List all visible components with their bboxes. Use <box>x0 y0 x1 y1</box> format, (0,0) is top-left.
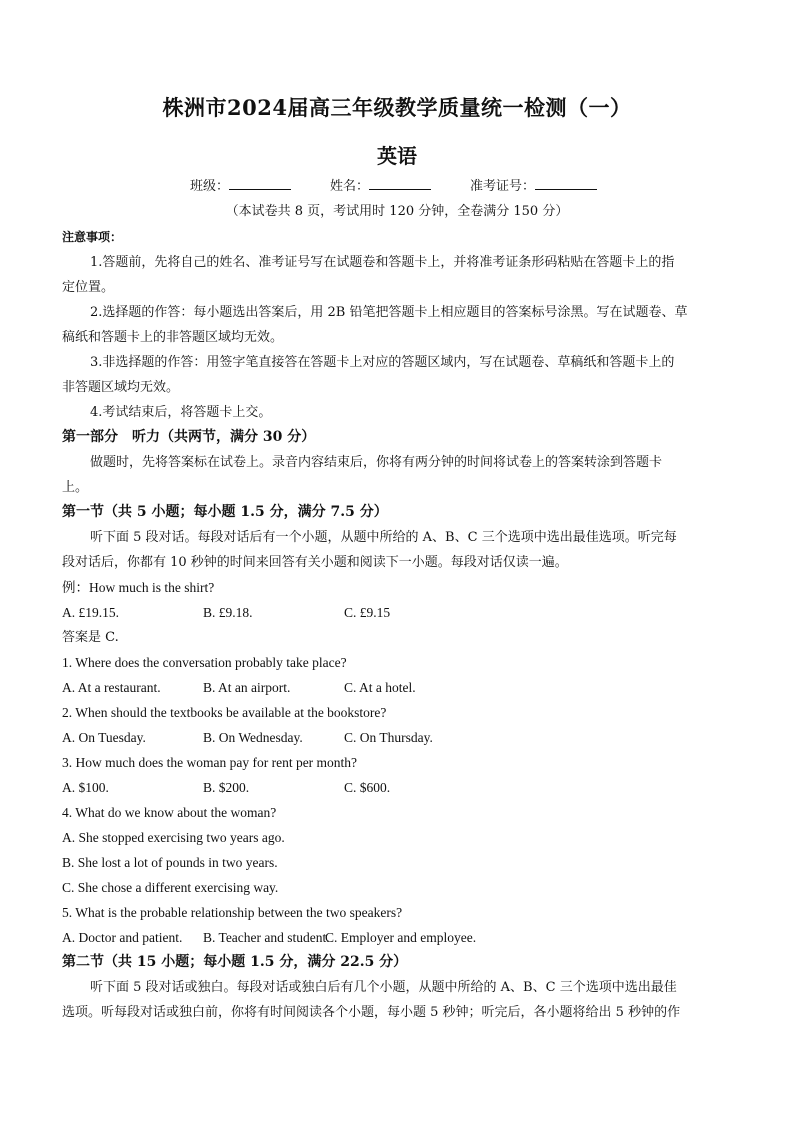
question-2-options <box>62 725 734 750</box>
exam-body <box>62 225 734 1025</box>
note-2-line-1: 2.选择题的作答：每小题选出答案后，用 2B 铅笔把答题卡上相应题目的答案标号涂黑。写在试题卷、草 <box>90 305 688 320</box>
name-label: 姓名： <box>330 179 370 194</box>
question-3: 3. How much does the woman pay for rent per month? <box>62 755 358 770</box>
part1-heading: 第一部分 听力（共两节，满分 30 分） <box>62 429 316 445</box>
section2-intro-line-1: 听下面 5 段对话或独白。每段对话或独白后有几个小题，从题中所给的 A、B、C 三个选项中选出最佳 <box>90 980 677 995</box>
section1-intro-line-1: 听下面 5 段对话。每段对话后有一个小题，从题中所给的 A、B、C 三个选项中选出最佳选项。听完每 <box>90 530 677 545</box>
q1-option-c: C. At a hotel. <box>344 680 416 695</box>
section2-intro-line-2: 选项。听每段对话或独白前，你将有时间阅读各个小题，每小题 5 秒钟；听完后，各小题将给出 5 秒钟的作 <box>62 1005 681 1020</box>
id-field <box>470 175 597 194</box>
name-blank[interactable] <box>369 177 431 190</box>
q1-option-b: B. At an airport. <box>203 680 291 695</box>
notes-title: 注意事项： <box>62 230 123 244</box>
subject-title: 英语 <box>377 144 417 168</box>
id-blank[interactable] <box>535 177 597 190</box>
q1-option-a: A. At a restaurant. <box>62 680 161 695</box>
q4-option-c: C. She chose a different exercising way. <box>62 880 279 895</box>
note-3-line-1: 3.非选择题的作答：用签字笔直接答在答题卡上对应的答题区域内，写在试题卷、草稿纸和答题卡上的 <box>90 355 675 370</box>
q5-option-a: A. Doctor and patient. <box>62 930 183 945</box>
example-option-c: C. £9.15 <box>344 605 391 620</box>
section1-heading: 第一节（共 5 小题；每小题 1.5 分，满分 7.5 分） <box>62 504 388 520</box>
question-3-options <box>62 775 734 800</box>
question-2: 2. When should the textbooks be available at the bookstore? <box>62 705 387 720</box>
question-4: 4. What do we know about the woman? <box>62 805 277 820</box>
question-1: 1. Where does the conversation probably take place? <box>62 655 347 670</box>
question-1-options <box>62 675 734 700</box>
example-question: 例：How much is the shirt? <box>62 580 215 595</box>
part1-intro-line-1: 做题时，先将答案标在试卷上。录音内容结束后，你将有两分钟的时间将试卷上的答案转涂到答题卡 <box>90 455 663 470</box>
q3-option-a: A. $100. <box>62 780 109 795</box>
question-5-options <box>62 925 734 950</box>
example-answer: 答案是 C. <box>62 630 119 645</box>
note-3-line-2: 非答题区域均无效。 <box>62 380 180 395</box>
section2-heading: 第二节（共 15 小题；每小题 1.5 分，满分 22.5 分） <box>62 954 408 970</box>
q2-option-a: A. On Tuesday. <box>62 730 146 745</box>
class-blank[interactable] <box>229 177 291 190</box>
section1-intro-line-2: 段对话后，你都有 10 秒钟的时间来回答有关小题和阅读下一小题。每段对话仅读一遍。 <box>62 555 568 570</box>
note-1-line-2: 定位置。 <box>62 280 115 295</box>
class-field <box>190 175 291 194</box>
note-2-line-2: 稿纸和答题卡上的非答题区域均无效。 <box>62 330 284 345</box>
class-label: 班级： <box>190 179 230 194</box>
id-label: 准考证号： <box>470 179 536 194</box>
q5-option-b: B. Teacher and student. <box>203 930 330 945</box>
note-1-line-1: 1.答题前，先将自己的姓名、准考证号写在试题卷和答题卡上，并将准考证条形码粘贴在答题卡上的指 <box>90 255 675 270</box>
part1-intro-line-2: 上。 <box>62 480 89 495</box>
exam-info: （本试卷共 8 页，考试用时 120 分钟，全卷满分 150 分） <box>225 204 569 219</box>
note-4: 4.考试结束后，将答题卡上交。 <box>90 405 272 420</box>
example-option-a: A. £19.15. <box>62 605 119 620</box>
q3-option-c: C. $600. <box>344 780 391 795</box>
q4-option-a: A. She stopped exercising two years ago. <box>62 830 285 845</box>
q2-option-b: B. On Wednesday. <box>203 730 303 745</box>
name-field <box>330 175 431 194</box>
question-5: 5. What is the probable relationship between the two speakers? <box>62 905 403 920</box>
example-options <box>62 600 734 625</box>
example-option-b: B. £9.18. <box>203 605 253 620</box>
exam-title: 株洲市2024届高三年级教学质量统一检测（一） <box>162 95 632 120</box>
q3-option-b: B. $200. <box>203 780 250 795</box>
q5-option-c: C. Employer and employee. <box>325 930 477 945</box>
q2-option-c: C. On Thursday. <box>344 730 433 745</box>
q4-option-b: B. She lost a lot of pounds in two years. <box>62 855 278 870</box>
